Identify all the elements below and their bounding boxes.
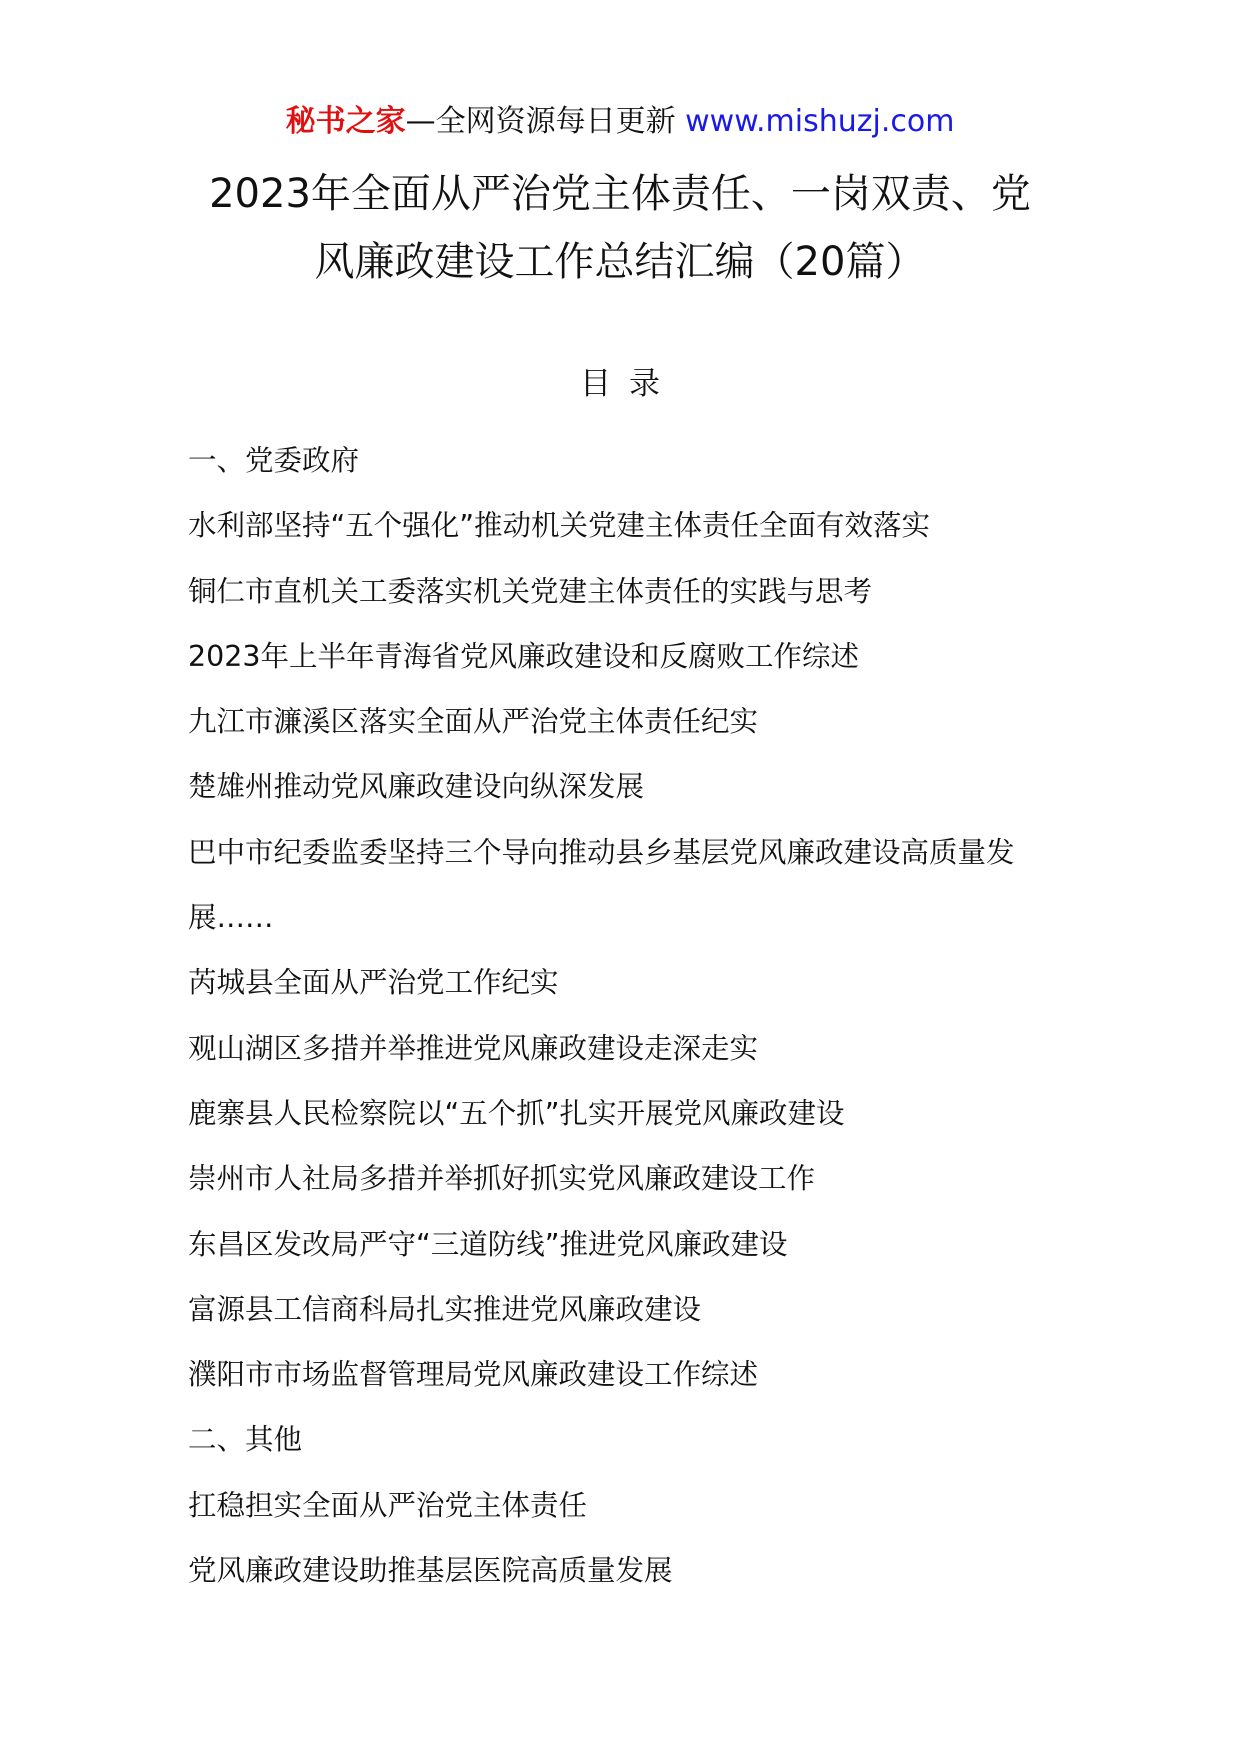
toc-heading: 目录 <box>580 366 678 402</box>
header-slogan: —全网资源每日更新 <box>405 104 686 139</box>
toc-entry: 党风廉政建设助推基层医院高质量发展 <box>188 1554 673 1588</box>
toc-entry: 扛稳担实全面从严治党主体责任 <box>188 1488 588 1522</box>
toc-section-heading: 一、党委政府 <box>188 444 360 477</box>
toc-entry: 富源县工信商科局扎实推进党风廉政建设 <box>188 1292 702 1326</box>
toc-entry: 九江市濂溪区落实全面从严治党主体责任纪实 <box>188 705 759 739</box>
toc-entry: 水利部坚持“五个强化”推动机关党建主体责任全面有效落实 <box>188 509 931 543</box>
toc-entry: 铜仁市直机关工委落实机关党建主体责任的实践与思考 <box>188 574 873 608</box>
toc-entry: 濮阳市市场监督管理局党风廉政建设工作综述 <box>188 1358 759 1392</box>
toc-entry: 崇州市人社局多措并举抓好抓实党风廉政建设工作 <box>188 1162 816 1196</box>
document-title <box>0 160 1240 296</box>
toc-section-heading: 二、其他 <box>188 1423 303 1457</box>
title-line-1: 2023年全面从严治党主体责任、一岗双责、党 <box>209 171 1031 217</box>
toc-entry: 芮城县全面从严治党工作纪实 <box>188 966 559 1000</box>
toc-entry: 2023年上半年青海省党风廉政建设和反腐败工作综述 <box>188 639 860 673</box>
toc-entry: 鹿寨县人民检察院以“五个抓”扎实开展党风廉政建设 <box>188 1096 845 1130</box>
brand-name: 秘书之家 <box>285 104 406 139</box>
toc-entry: 东昌区发改局严守“三道防线”推进党风廉政建设 <box>188 1227 788 1261</box>
site-header <box>0 100 1240 144</box>
toc-entry-continuation: 展…… <box>188 901 274 935</box>
title-line-2: 风廉政建设工作总结汇编（20篇） <box>314 239 926 285</box>
toc-entry: 楚雄州推动党风廉政建设向纵深发展 <box>188 770 645 804</box>
site-url-link[interactable]: www.mishuzj.com <box>685 104 955 139</box>
toc-entry: 巴中市纪委监委坚持三个导向推动县乡基层党风廉政建设高质量发 <box>188 835 1015 869</box>
toc-entry: 观山湖区多措并举推进党风廉政建设走深走实 <box>188 1031 759 1065</box>
table-of-contents <box>188 428 1058 1603</box>
